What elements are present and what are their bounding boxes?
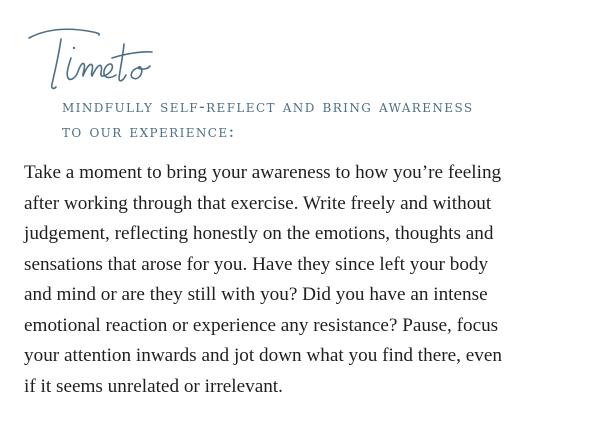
subheading-line: mindfully self-reflect and bring awareness [62, 97, 474, 117]
subheading [62, 95, 592, 145]
paragraph-line: judgement, reflecting honestly on the emotions, thoughts and [24, 223, 494, 244]
paragraph-line: if it seems unrelated or irrelevant. [24, 375, 283, 397]
reflection-paragraph [24, 158, 590, 402]
paragraph-line: sensations that arose for you. Have they since left your body [24, 253, 489, 275]
script-title-lettering [24, 14, 194, 94]
script-title [24, 14, 194, 94]
paragraph-line: Take a moment to bring your awareness to how you’re feeling [24, 162, 502, 183]
paragraph-line: your attention inwards and jot down what you find there, even [24, 345, 502, 366]
paragraph-line: after working through that exercise. Write freely and without [24, 192, 492, 214]
paragraph-line: emotional reaction or experience any resistance? Pause, focus [24, 314, 499, 336]
paragraph-line: and mind or are they still with you? Did you have an intense [24, 284, 488, 305]
subheading-line: to our experience: [62, 122, 236, 142]
